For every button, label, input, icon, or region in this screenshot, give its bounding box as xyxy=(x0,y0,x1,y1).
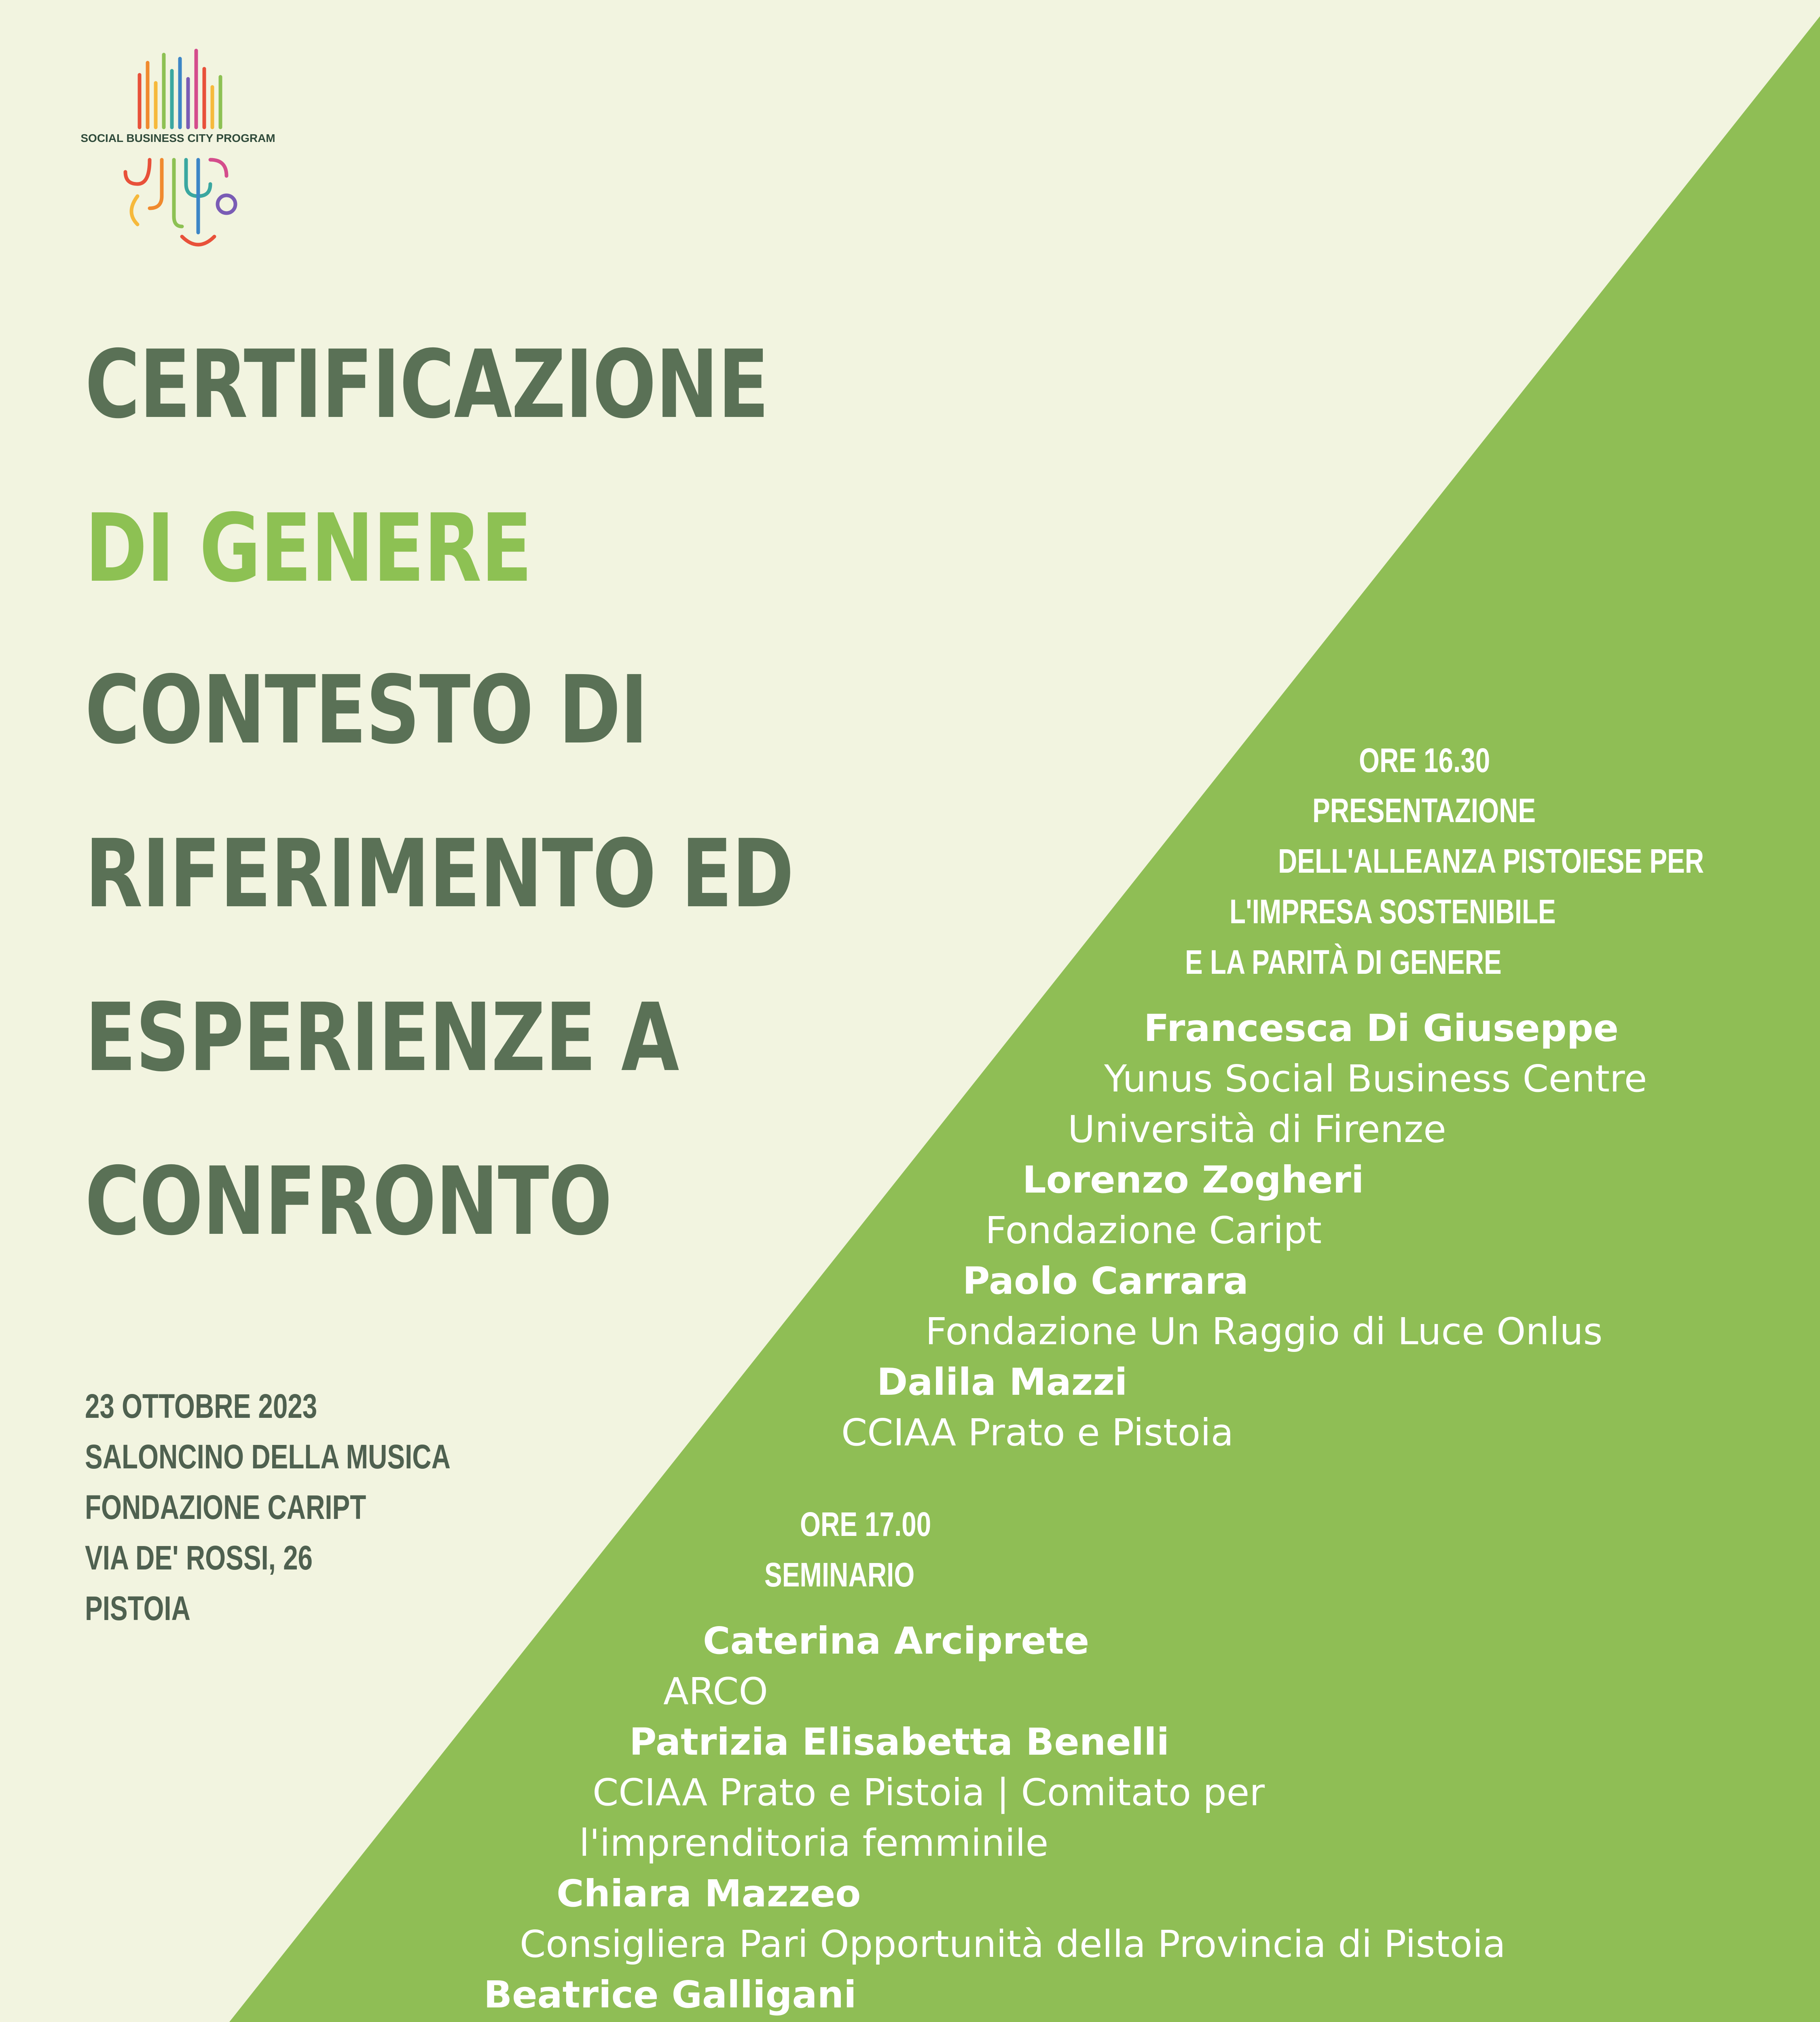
title-line-1: CERTIFICAZIONE xyxy=(85,330,769,439)
speaker-affiliation: Fondazione Caript xyxy=(985,1209,1322,1252)
program-logo-label: SOCIAL BUSINESS CITY PROGRAM xyxy=(80,132,275,144)
title-line-3: CONTESTO DI xyxy=(85,656,648,765)
session2-heading: SEMINARIO xyxy=(764,1556,915,1594)
session1-heading-4: E LA PARITÀ DI GENERE xyxy=(1185,943,1502,981)
speaker-name: Dalila Mazzi xyxy=(877,1360,1128,1404)
speaker-name: Paolo Carrara xyxy=(963,1259,1249,1303)
speaker-name: Francesca Di Giuseppe xyxy=(1144,1007,1619,1050)
title-line-6: CONFRONTO xyxy=(85,1147,612,1256)
speaker-affiliation: Università di Firenze xyxy=(1068,1108,1446,1151)
city-skyline-icon xyxy=(85,47,271,273)
speaker-affiliation: CCIAA Prato e Pistoia xyxy=(841,1411,1234,1454)
speaker-name: Chiara Mazzeo xyxy=(557,1872,861,1915)
session1-heading-3: L'IMPRESA SOSTENIBILE xyxy=(1230,893,1556,931)
session1-heading-2: DELL'ALLEANZA PISTOIESE PER xyxy=(1278,842,1704,880)
event-venue: SALONCINO DELLA MUSICA xyxy=(85,1438,451,1476)
session2-time: ORE 17.00 xyxy=(800,1505,931,1543)
event-organization: FONDAZIONE CARIPT xyxy=(85,1488,366,1526)
title-line-4: RIFERIMENTO ED xyxy=(85,819,794,929)
speaker-affiliation: l'imprenditoria femminile xyxy=(579,1821,1049,1865)
event-city: PISTOIA xyxy=(85,1589,190,1627)
speaker-affiliation: Yunus Social Business Centre xyxy=(1104,1057,1647,1100)
event-date: 23 OTTOBRE 2023 xyxy=(85,1387,317,1425)
speaker-affiliation: Consigliera Pari Opportunità della Provincia di Pistoia xyxy=(520,1923,1506,1966)
session1-heading-1: PRESENTAZIONE xyxy=(1312,791,1536,829)
speaker-name: Patrizia Elisabetta Benelli xyxy=(629,1720,1170,1764)
speaker-affiliation: Fondazione Un Raggio di Luce Onlus xyxy=(925,1310,1603,1353)
speaker-name: Caterina Arciprete xyxy=(703,1619,1090,1662)
speaker-affiliation: CCIAA Prato e Pistoia | Comitato per xyxy=(593,1771,1265,1814)
speaker-affiliation: ARCO xyxy=(663,1670,768,1713)
title-line-5: ESPERIENZE A xyxy=(85,983,679,1092)
title-line-2: DI GENERE xyxy=(85,494,532,603)
speaker-name: Beatrice Galligani xyxy=(484,1973,857,2016)
event-address: VIA DE' ROSSI, 26 xyxy=(85,1539,313,1577)
session1-time: ORE 16.30 xyxy=(1359,741,1490,779)
speaker-name: Lorenzo Zogheri xyxy=(1022,1158,1364,1201)
